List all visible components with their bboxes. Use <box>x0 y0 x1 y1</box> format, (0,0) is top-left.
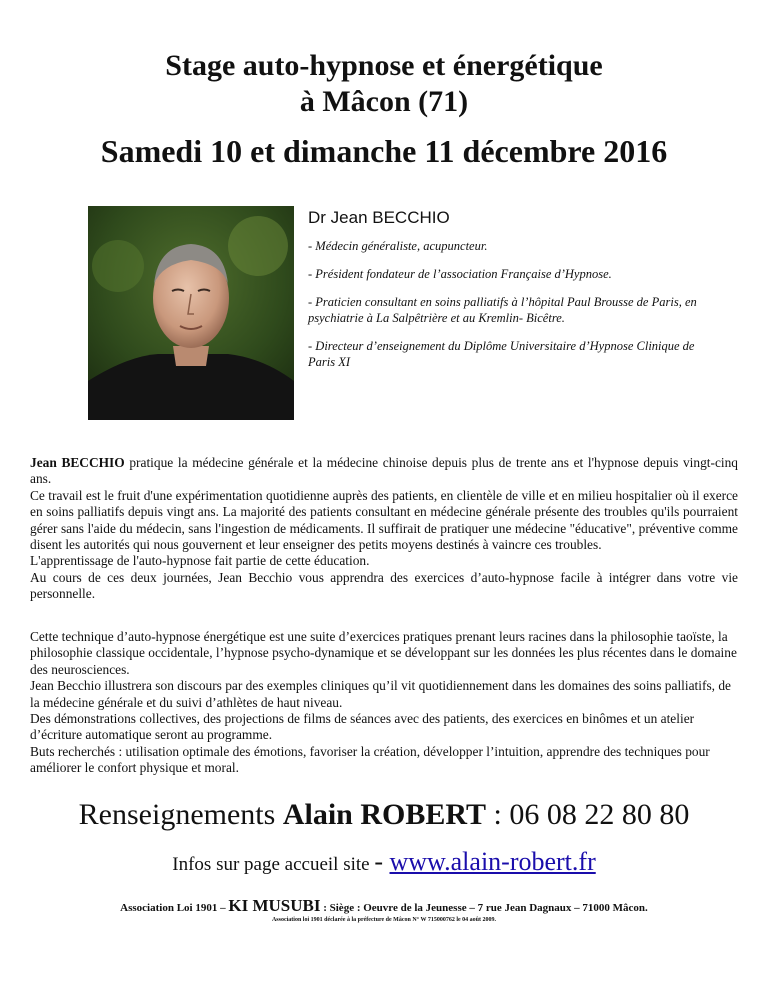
portrait-image <box>88 206 294 420</box>
association-line: Association Loi 1901 – KI MUSUBI : Siège : Oeuvre de la Jeunesse – 7 rue Jean Dagnaux – 71000 Mâcon. <box>120 896 648 915</box>
intro-paragraph <box>30 455 738 603</box>
intro-line: Ce travail est le fruit d'une expérimentation quotidienne auprès des patients, en clientèle de ville et en milieu hospitalier où il exerce en soins palliatifs depuis vingt ans. La majorité des patients consultant en médecine générale présente des troubles qu'ils pourraient gérer sans l'aide du médecin, sans l'ingestion de médicaments. Il suffirait de pratiquer une médecine "éducative", préventive comme disent les autorités qui nous gouvernent et leur enseigner des petits moyens destinés à vaincre ces troubles. <box>30 487 738 553</box>
technique-line: Jean Becchio illustrera son discours par des exemples cliniques qu’il vit quotidiennement dans les domaines des soins palliatifs, de la médecine générale et du suivi d’athlètes de haut niveau. <box>30 678 731 710</box>
website-link[interactable]: www.alain-robert.fr <box>389 847 596 876</box>
intro-line: L'apprentissage de l'auto-hypnose fait partie de cette éducation. <box>30 553 370 569</box>
technique-paragraph <box>30 629 738 777</box>
intro-name: Jean BECCHIO <box>30 455 125 470</box>
contact-line: Renseignements Alain ROBERT : 06 08 22 80 80 <box>78 798 690 831</box>
page-title <box>0 48 768 120</box>
title-line-1: Stage auto-hypnose et énergétique <box>165 49 603 82</box>
speaker-role: - Président fondateur de l’association Française d’Hypnose. <box>308 267 612 281</box>
organization-name: KI MUSUBI <box>228 896 321 915</box>
legal-notice: Association loi 1901 déclarée à la préfecture de Mâcon N° W 715000762 le 04 août 2009. <box>271 917 497 923</box>
speaker-bio <box>308 206 708 382</box>
speaker-photo <box>88 206 294 420</box>
event-date: Samedi 10 et dimanche 11 décembre 2016 <box>100 133 668 169</box>
technique-line: Cette technique d’auto-hypnose énergétique est une suite d’exercices pratiques prenant leurs racines dans la philosophie taoïste, la philosophie classique occidentale, l’hypnose psycho-dynamique et se développant sur les données les plus récentes dans le domaine des neurosciences. <box>30 629 737 677</box>
title-line-2: à Mâcon (71) <box>299 85 469 118</box>
intro-line: Au cours de ces deux journées, Jean Becchio vous apprendra des exercices d’auto-hypnose facile à intégrer dans votre vie personnelle. <box>30 569 738 602</box>
speaker-role: - Praticien consultant en soins palliatifs à l’hôpital Paul Brousse de Paris, en psychiatrie à La Salpêtrière et au Kremlin- Bicêtre. <box>308 295 697 325</box>
speaker-role: - Directeur d’enseignement du Diplôme Universitaire d’Hypnose Clinique de Paris XI <box>308 339 695 369</box>
speaker-role: - Médecin généraliste, acupuncteur. <box>308 239 488 253</box>
website-line: Infos sur page accueil site - www.alain-robert.fr <box>172 847 596 876</box>
contact-name: Alain ROBERT <box>282 798 486 831</box>
technique-line: Des démonstrations collectives, des projections de films de séances avec des patients, des exercices en binômes et un atelier d’écriture automatique seront au programme. <box>30 711 695 743</box>
contact-phone: : 06 08 22 80 80 <box>485 798 690 831</box>
intro-line: Jean BECCHIO pratique la médecine générale et la médecine chinoise depuis plus de trente ans et l'hypnose depuis vingt-cinq ans. <box>30 455 738 487</box>
speaker-name: Dr Jean BECCHIO <box>308 208 450 227</box>
technique-line: Buts recherchés : utilisation optimale des émotions, favoriser la création, développer l’intuition, apprendre des techniques pour améliorer le confort physique et moral. <box>30 743 710 776</box>
